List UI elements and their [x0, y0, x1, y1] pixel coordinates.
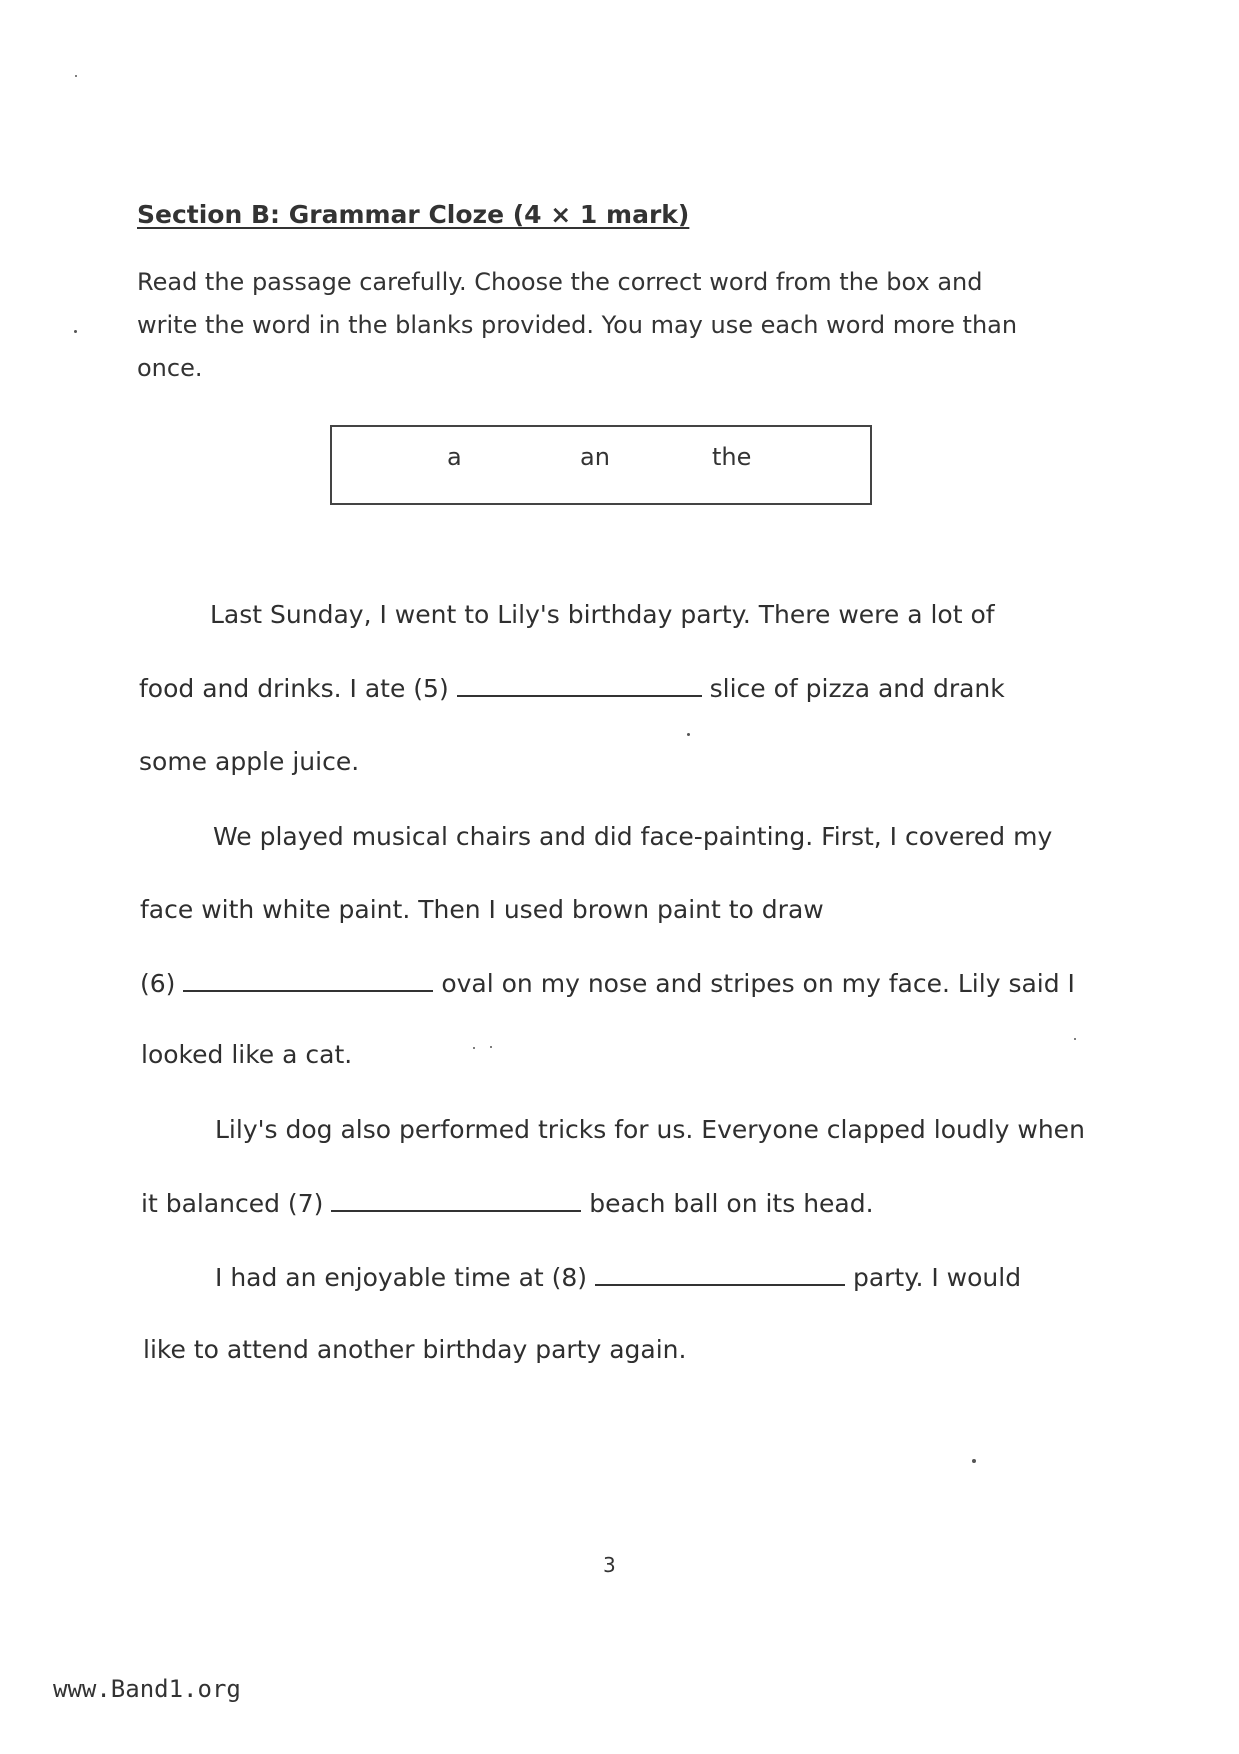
passage-text: I had an enjoyable time at (8) — [215, 1263, 588, 1292]
passage-line — [141, 1188, 874, 1218]
page-number: 3 — [603, 1553, 616, 1577]
blank-8[interactable] — [595, 1262, 845, 1286]
scan-speck — [473, 1047, 475, 1049]
passage-line: We played musical chairs and did face-painting. First, I covered my — [213, 822, 1053, 851]
blank-7[interactable] — [331, 1188, 581, 1212]
passage-line: Last Sunday, I went to Lily's birthday party. There were a lot of — [210, 600, 995, 629]
word-option-an: an — [580, 443, 610, 471]
passage-text: beach ball on its head. — [589, 1189, 874, 1218]
scan-speck — [972, 1459, 976, 1463]
section-title: Section B: Grammar Cloze (4 × 1 mark) — [137, 200, 690, 229]
passage-line — [140, 968, 1075, 998]
passage-text: party. I would — [852, 1263, 1022, 1292]
blank-5[interactable] — [457, 673, 702, 697]
passage-line: face with white paint. Then I used brown paint to draw — [140, 895, 824, 924]
passage-text: (6) — [140, 969, 176, 998]
instruction-line-3: once. — [137, 354, 203, 382]
passage-line: looked like a cat. — [141, 1040, 353, 1069]
word-option-a: a — [447, 443, 462, 471]
passage-text: oval on my nose and stripes on my face. Lily said I — [441, 969, 1075, 998]
word-option-the: the — [712, 443, 752, 471]
passage-line — [139, 673, 1005, 703]
instruction-line-1: Read the passage carefully. Choose the correct word from the box and — [137, 268, 983, 296]
scan-speck — [490, 1046, 492, 1048]
passage-line: some apple juice. — [139, 747, 360, 776]
scan-speck — [74, 330, 77, 333]
passage-text: slice of pizza and drank — [709, 674, 1005, 703]
footer-url: www.Band1.org — [53, 1675, 241, 1703]
scan-speck — [687, 733, 690, 736]
scan-speck — [75, 75, 77, 77]
passage-line: like to attend another birthday party again. — [143, 1335, 687, 1364]
passage-text: food and drinks. I ate (5) — [139, 674, 449, 703]
word-box — [330, 425, 872, 505]
passage-line — [215, 1262, 1021, 1292]
passage-text: it balanced (7) — [141, 1189, 324, 1218]
scan-speck — [1074, 1038, 1076, 1040]
instruction-line-2: write the word in the blanks provided. You may use each word more than — [137, 311, 1018, 339]
passage-line: Lily's dog also performed tricks for us. Everyone clapped loudly when — [215, 1115, 1085, 1144]
blank-6[interactable] — [183, 968, 433, 992]
